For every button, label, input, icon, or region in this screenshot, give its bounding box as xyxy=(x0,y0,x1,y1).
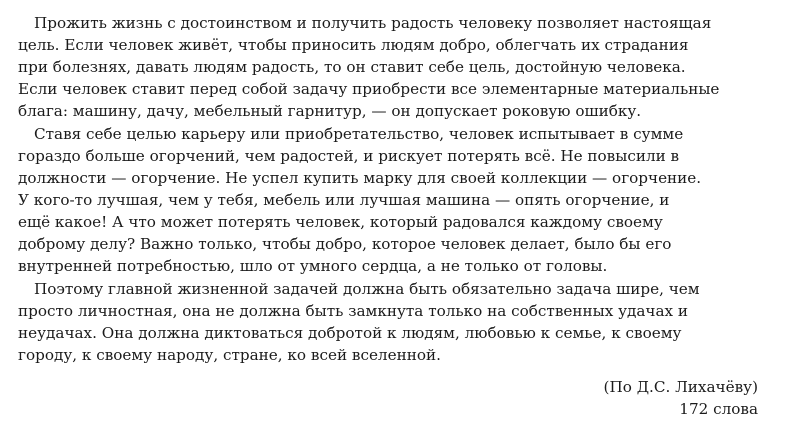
text-line: Если человек ставит перед собой задачу приобрести все элементарные материальные xyxy=(18,80,720,98)
attribution: (По Д.С. Лихачёву) xyxy=(603,378,758,396)
text-line: У кого-то лучшая, чем у тебя, мебель или лучшая машина — опять огорчение, и xyxy=(18,191,670,209)
text-line: городу, к своему народу, стране, ко всей вселенной. xyxy=(18,346,441,364)
word-count: 172 слова xyxy=(679,400,758,418)
text-line: Поэтому главной жизненной задачей должна быть обязательно задача шире, чем xyxy=(34,280,700,298)
text-line: Ставя себе целью карьеру или приобретательство, человек испытывает в сумме xyxy=(34,125,684,143)
text-line: гораздо больше огорчений, чем радостей, и рискует потерять всё. Не повысили в xyxy=(18,147,680,165)
text-line: цель. Если человек живёт, чтобы приносить людям добро, облегчать их страдания xyxy=(18,36,689,54)
text-line: ещё какое! А что может потерять человек, который радовался каждому своему xyxy=(18,213,663,231)
text-line: внутренней потребностью, шло от умного сердца, а не только от головы. xyxy=(18,257,608,275)
text-line: должности — огорчение. Не успел купить марку для своей коллекции — огорчение. xyxy=(18,169,702,187)
text-line: неудачах. Она должна диктоваться добротой к людям, любовью к семье, к своему xyxy=(18,324,682,342)
text-line: доброму делу? Важно только, чтобы добро, которое человек делает, было бы его xyxy=(18,235,672,253)
text-line: при болезнях, давать людям радость, то он ставит себе цель, достойную человека. xyxy=(18,58,686,76)
text-line: просто личностная, она не должна быть замкнута только на собственных удачах и xyxy=(18,302,689,320)
text-line: Прожить жизнь с достоинством и получить радость человеку позволяет настоящая xyxy=(34,14,712,32)
text-line: блага: машину, дачу, мебельный гарнитур, — он допускает роковую ошибку. xyxy=(18,102,642,120)
